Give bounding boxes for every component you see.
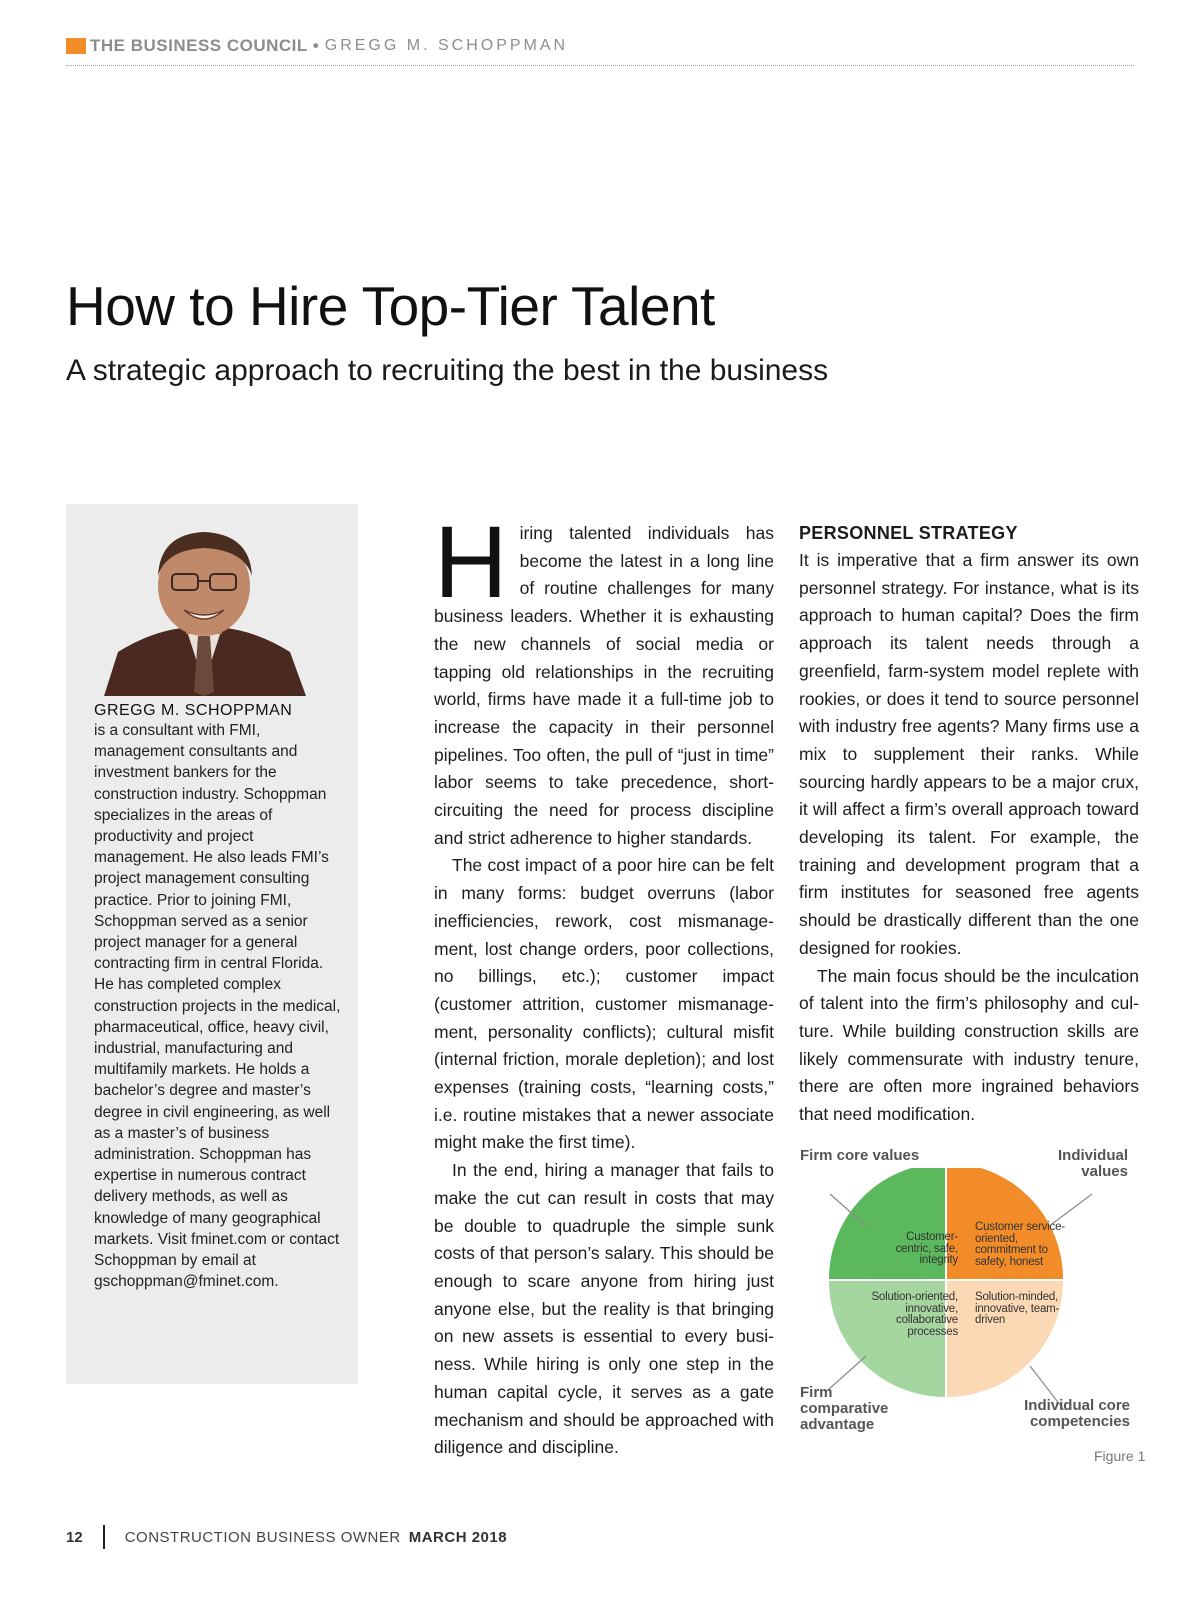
paragraph-2: The cost impact of a poor hire can be felt in many forms: budget overruns (labor inefficiencies, rework, cost mismanagement, lost change orders, poor collections, no billings, etc.); customer impact (customer attrition, customer mismanagement, personality conflicts); cultural misfit (internal friction, morale depletion); and lost expenses (training costs, “learning costs,” i.e. routine mistakes that a newer associate might make the first time). xyxy=(434,855,774,1153)
quadrant-text-top-left: Customer-centric, safe, integrity xyxy=(895,1231,958,1266)
quadrant-text-bottom-right: Solution-minded, innovative, team-driven xyxy=(975,1291,1060,1326)
page-footer xyxy=(66,1525,507,1549)
quadrant-text-top-right: Customer service-oriented, commitment to safety, honest xyxy=(975,1221,1065,1268)
author-name: GREGG M. SCHOPPMAN xyxy=(94,702,293,719)
article-title: How to Hire Top-Tier Talent xyxy=(66,275,715,337)
author-bio: is a consultant with FMI, management consultants and investment bankers for the construction industry. Schoppman specializes in the areas of productivity and project management. He also leads FMI’s project management consulting practice. Prior to joining FMI, Schoppman served as a senior project manager for a general contracting firm in central Florida. He has completed complex construction projects in the medical, pharmaceutical, office, heavy civil, industrial, manufacturing and multifamily markets. He holds a bachelor’s degree and master’s degree in civil engineering, as well as a master’s of business administration. Schoppman has expertise in numerous contract delivery methods, as well as knowledge of many geographical markets. Visit fminet.com or contact Schoppman by email at gschoppman@fminet.com. xyxy=(94,722,341,1291)
figure-caption: Figure 1 xyxy=(1094,1448,1146,1464)
running-header xyxy=(66,36,1134,66)
section-heading: PERSONNEL STRATEGY xyxy=(799,523,1018,543)
quadrant-chart xyxy=(800,1168,1144,1488)
magazine-name: CONSTRUCTION BUSINESS OWNER xyxy=(124,1528,401,1546)
figure-quadrant-diagram xyxy=(800,1148,1144,1468)
label-firm-core-values: Firm core values xyxy=(800,1147,920,1164)
header-author: GREGG M. SCHOPPMAN xyxy=(324,37,569,54)
article-column-1 xyxy=(434,505,774,1462)
header-section: THE BUSINESS COUNCIL xyxy=(90,36,308,55)
page-number: 12 xyxy=(66,1528,83,1546)
label-individual-values: Individual values xyxy=(1057,1147,1128,1180)
drop-cap: H xyxy=(434,505,508,619)
leader-line-top-right xyxy=(1052,1194,1092,1224)
article-column-2 xyxy=(799,520,1139,1129)
paragraph-4: It is imperative that a firm answer its own personnel strategy. For instance, what is its approach to human capital? Does the firm approach its talent needs through a greenfield, farm-system model replete with rookies, or does it tend to source personnel with industry free agents? Many firms use a mix to supplement their ranks. While sourcing hardly appears to be a major crux, it will affect a firm’s overall approach toward developing its talent. For example, the training and development program that a firm institutes for seasoned free agents should be drastically different than the one designed for rookies. xyxy=(799,550,1139,958)
label-individual-core-competencies: Individual core competencies xyxy=(1024,1397,1130,1430)
issue-date: MARCH 2018 xyxy=(408,1528,508,1546)
author-sidebar xyxy=(66,504,358,1384)
paragraph-3: In the end, hiring a manager that fails to make the cut can result in costs that may be double to quadruple the simple sunk costs of that person’s salary. This should be enough to scare anyone from hiring just anyone else, but the reality is that bringing on new assets is essential to every business. While hiring is only one step in the human capital cycle, it serves as a gate mechanism and should be approached with diligence and discipline. xyxy=(434,1160,774,1458)
quadrant-text-bottom-left: Solution-oriented, innovative, collaborative processes xyxy=(871,1291,958,1338)
header-accent-square xyxy=(66,38,86,54)
author-portrait xyxy=(94,524,314,696)
label-firm-comparative-advantage: Firm comparative advantage xyxy=(800,1384,889,1433)
paragraph-5: The main focus should be the inculcation of talent into the firm’s philosophy and culture. While building construction skills are likely commensurate with industry tenure, there are often more ingrained behaviors that need modification. xyxy=(799,965,1139,1125)
paragraph-1-text: iring talented individuals has become the latest in a long line of routine challenges for many business leaders. Whether it is exhausting the new channels of social media or tapping old relationships in the recruiting world, firms have made it a full-time job to increase the capacity in their personnel pipelines. Too often, the pull of “just in time” labor seems to take precedence, short-circuiting the need for process discipline and strict adherence to higher standards. xyxy=(434,523,774,848)
article-subtitle: A strategic approach to recruiting the best in the business xyxy=(66,354,829,387)
header-separator: • xyxy=(312,36,319,55)
footer-divider xyxy=(103,1525,105,1549)
paragraph-1 xyxy=(434,505,774,852)
